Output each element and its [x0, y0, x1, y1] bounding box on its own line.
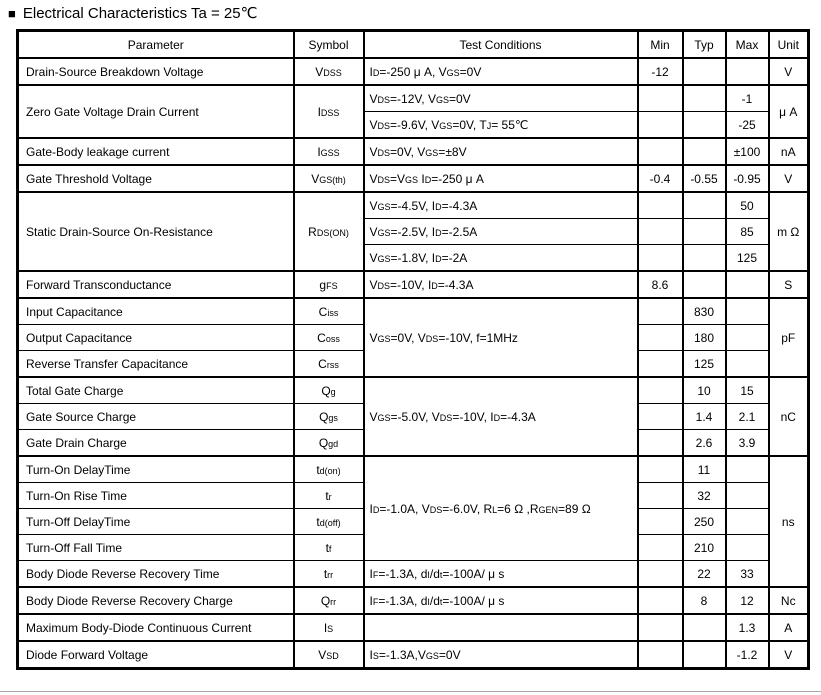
cell-parameter: Forward Transconductance — [18, 271, 294, 298]
cell-unit: V — [769, 165, 809, 192]
cell-max: 33 — [726, 561, 769, 588]
cell-test-conditions: IS=-1.3A,VGS=0V — [364, 641, 638, 669]
cell-min — [638, 138, 683, 165]
cell-max — [726, 298, 769, 325]
cell-symbol: Qgs — [294, 404, 364, 430]
cell-max: 125 — [726, 245, 769, 272]
cell-test-conditions: VGS=-1.8V, ID=-2A — [364, 245, 638, 272]
cell-typ — [683, 138, 726, 165]
cell-typ — [683, 112, 726, 139]
row-idss-1 — [18, 85, 809, 112]
cell-parameter: Static Drain-Source On-Resistance — [18, 192, 294, 271]
cell-symbol: Coss — [294, 325, 364, 351]
cell-max: ±100 — [726, 138, 769, 165]
cell-test-conditions: IF=-1.3A, dI/dt=-100A/ μ s — [364, 587, 638, 614]
cell-unit: V — [769, 641, 809, 669]
cell-parameter: Gate Source Charge — [18, 404, 294, 430]
cell-test-conditions: VGS=0V, VDS=-10V, f=1MHz — [364, 298, 638, 377]
cell-typ — [683, 271, 726, 298]
cell-typ — [683, 192, 726, 219]
cell-parameter: Drain-Source Breakdown Voltage — [18, 58, 294, 85]
cell-typ — [683, 614, 726, 641]
cell-test-conditions: IF=-1.3A, dI/dt=-100A/ μ s — [364, 561, 638, 588]
cell-min — [638, 456, 683, 483]
cell-max — [726, 271, 769, 298]
cell-test-conditions — [364, 614, 638, 641]
cell-typ: -0.55 — [683, 165, 726, 192]
row-igss — [18, 138, 809, 165]
cell-test-conditions: VDS=VGS ID=-250 μ A — [364, 165, 638, 192]
cell-unit: A — [769, 614, 809, 641]
cell-symbol: VSD — [294, 641, 364, 669]
square-bullet-icon: ■ — [8, 6, 16, 21]
row-ciss — [18, 298, 809, 325]
cell-parameter: Gate-Body leakage current — [18, 138, 294, 165]
cell-min — [638, 614, 683, 641]
col-header-symbol: Symbol — [294, 31, 364, 59]
cell-parameter: Body Diode Reverse Recovery Charge — [18, 587, 294, 614]
cell-unit: μ A — [769, 85, 809, 138]
col-header-unit: Unit — [769, 31, 809, 59]
cell-min — [638, 112, 683, 139]
electrical-characteristics-table — [16, 29, 810, 670]
cell-symbol: Qgd — [294, 430, 364, 457]
cell-typ: 210 — [683, 535, 726, 561]
cell-test-conditions: ID=-250 μ A, VGS=0V — [364, 58, 638, 85]
cell-min — [638, 535, 683, 561]
cell-typ: 250 — [683, 509, 726, 535]
cell-test-conditions: VDS=-9.6V, VGS=0V, TJ= 55℃ — [364, 112, 638, 139]
row-is — [18, 614, 809, 641]
cell-min: 8.6 — [638, 271, 683, 298]
cell-typ: 32 — [683, 483, 726, 509]
cell-min — [638, 561, 683, 588]
cell-test-conditions: VGS=-5.0V, VDS=-10V, ID=-4.3A — [364, 377, 638, 456]
cell-symbol: td(on) — [294, 456, 364, 483]
cell-unit: m Ω — [769, 192, 809, 271]
cell-max — [726, 483, 769, 509]
cell-max: -1.2 — [726, 641, 769, 669]
cell-symbol: Qg — [294, 377, 364, 404]
cell-symbol: Crss — [294, 351, 364, 378]
cell-min — [638, 404, 683, 430]
cell-min — [638, 509, 683, 535]
cell-max — [726, 351, 769, 378]
cell-parameter: Turn-Off Fall Time — [18, 535, 294, 561]
cell-symbol: IS — [294, 614, 364, 641]
cell-typ: 10 — [683, 377, 726, 404]
cell-min: -0.4 — [638, 165, 683, 192]
cell-min — [638, 85, 683, 112]
cell-test-conditions: VGS=-4.5V, ID=-4.3A — [364, 192, 638, 219]
row-vgsth — [18, 165, 809, 192]
row-vdss — [18, 58, 809, 85]
cell-test-conditions: VGS=-2.5V, ID=-2.5A — [364, 219, 638, 245]
cell-symbol: td(off) — [294, 509, 364, 535]
cell-symbol: VGS(th) — [294, 165, 364, 192]
cell-min — [638, 192, 683, 219]
cell-unit: V — [769, 58, 809, 85]
col-header-typ: Typ — [683, 31, 726, 59]
table-header-row — [18, 31, 809, 59]
cell-parameter: Diode Forward Voltage — [18, 641, 294, 669]
cell-min — [638, 351, 683, 378]
cell-min — [638, 325, 683, 351]
cell-max: 50 — [726, 192, 769, 219]
cell-parameter: Total Gate Charge — [18, 377, 294, 404]
cell-parameter: Body Diode Reverse Recovery Time — [18, 561, 294, 588]
cell-min — [638, 245, 683, 272]
row-tdon — [18, 456, 809, 483]
cell-max: -25 — [726, 112, 769, 139]
cell-typ — [683, 641, 726, 669]
cell-typ — [683, 245, 726, 272]
cell-test-conditions: VDS=0V, VGS=±8V — [364, 138, 638, 165]
cell-typ — [683, 85, 726, 112]
cell-min — [638, 219, 683, 245]
cell-parameter: Zero Gate Voltage Drain Current — [18, 85, 294, 138]
page-title-text: Electrical Characteristics Ta = 25℃ — [22, 5, 258, 22]
row-trr — [18, 561, 809, 588]
page-title — [8, 4, 257, 22]
row-vsd — [18, 641, 809, 669]
cell-min — [638, 587, 683, 614]
cell-parameter: Turn-Off DelayTime — [18, 509, 294, 535]
cell-parameter: Reverse Transfer Capacitance — [18, 351, 294, 378]
cell-unit: pF — [769, 298, 809, 377]
cell-test-conditions: VDS=-12V, VGS=0V — [364, 85, 638, 112]
cell-unit: nA — [769, 138, 809, 165]
cell-min — [638, 377, 683, 404]
cell-test-conditions: ID=-1.0A, VDS=-6.0V, RL=6 Ω ,RGEN=89 Ω — [364, 456, 638, 561]
cell-max: 12 — [726, 587, 769, 614]
cell-min — [638, 483, 683, 509]
cell-unit: ns — [769, 456, 809, 587]
row-gfs — [18, 271, 809, 298]
cell-max: 15 — [726, 377, 769, 404]
cell-max — [726, 325, 769, 351]
cell-max — [726, 509, 769, 535]
cell-symbol: Ciss — [294, 298, 364, 325]
cell-typ: 830 — [683, 298, 726, 325]
cell-typ: 11 — [683, 456, 726, 483]
cell-max: 3.9 — [726, 430, 769, 457]
cell-max: 1.3 — [726, 614, 769, 641]
cell-parameter: Gate Drain Charge — [18, 430, 294, 457]
cell-test-conditions: VDS=-10V, ID=-4.3A — [364, 271, 638, 298]
cell-unit: S — [769, 271, 809, 298]
cell-symbol: RDS(ON) — [294, 192, 364, 271]
cell-typ: 22 — [683, 561, 726, 588]
cell-typ: 8 — [683, 587, 726, 614]
cell-typ: 180 — [683, 325, 726, 351]
cell-parameter: Maximum Body-Diode Continuous Current — [18, 614, 294, 641]
cell-min: -12 — [638, 58, 683, 85]
cell-typ — [683, 219, 726, 245]
cell-symbol: IDSS — [294, 85, 364, 138]
cell-symbol: gFS — [294, 271, 364, 298]
cell-unit: Nc — [769, 587, 809, 614]
cell-parameter: Turn-On Rise Time — [18, 483, 294, 509]
cell-unit: nC — [769, 377, 809, 456]
cell-symbol: trr — [294, 561, 364, 588]
cell-symbol: IGSS — [294, 138, 364, 165]
cell-parameter: Output Capacitance — [18, 325, 294, 351]
cell-max: -0.95 — [726, 165, 769, 192]
cell-symbol: Qrr — [294, 587, 364, 614]
cell-max — [726, 456, 769, 483]
cell-typ: 1.4 — [683, 404, 726, 430]
cell-min — [638, 298, 683, 325]
row-qrr — [18, 587, 809, 614]
page-bottom-divider — [0, 691, 821, 692]
cell-max: 2.1 — [726, 404, 769, 430]
cell-min — [638, 430, 683, 457]
col-header-min: Min — [638, 31, 683, 59]
col-header-max: Max — [726, 31, 769, 59]
cell-symbol: tr — [294, 483, 364, 509]
col-header-test-conditions: Test Conditions — [364, 31, 638, 59]
row-qg — [18, 377, 809, 404]
cell-parameter: Gate Threshold Voltage — [18, 165, 294, 192]
cell-typ — [683, 58, 726, 85]
cell-typ: 2.6 — [683, 430, 726, 457]
col-header-parameter: Parameter — [18, 31, 294, 59]
cell-typ: 125 — [683, 351, 726, 378]
cell-max: -1 — [726, 85, 769, 112]
cell-symbol: tf — [294, 535, 364, 561]
cell-parameter: Turn-On DelayTime — [18, 456, 294, 483]
cell-parameter: Input Capacitance — [18, 298, 294, 325]
cell-max — [726, 535, 769, 561]
cell-max — [726, 58, 769, 85]
cell-min — [638, 641, 683, 669]
cell-symbol: VDSS — [294, 58, 364, 85]
cell-max: 85 — [726, 219, 769, 245]
row-rdson-1 — [18, 192, 809, 219]
